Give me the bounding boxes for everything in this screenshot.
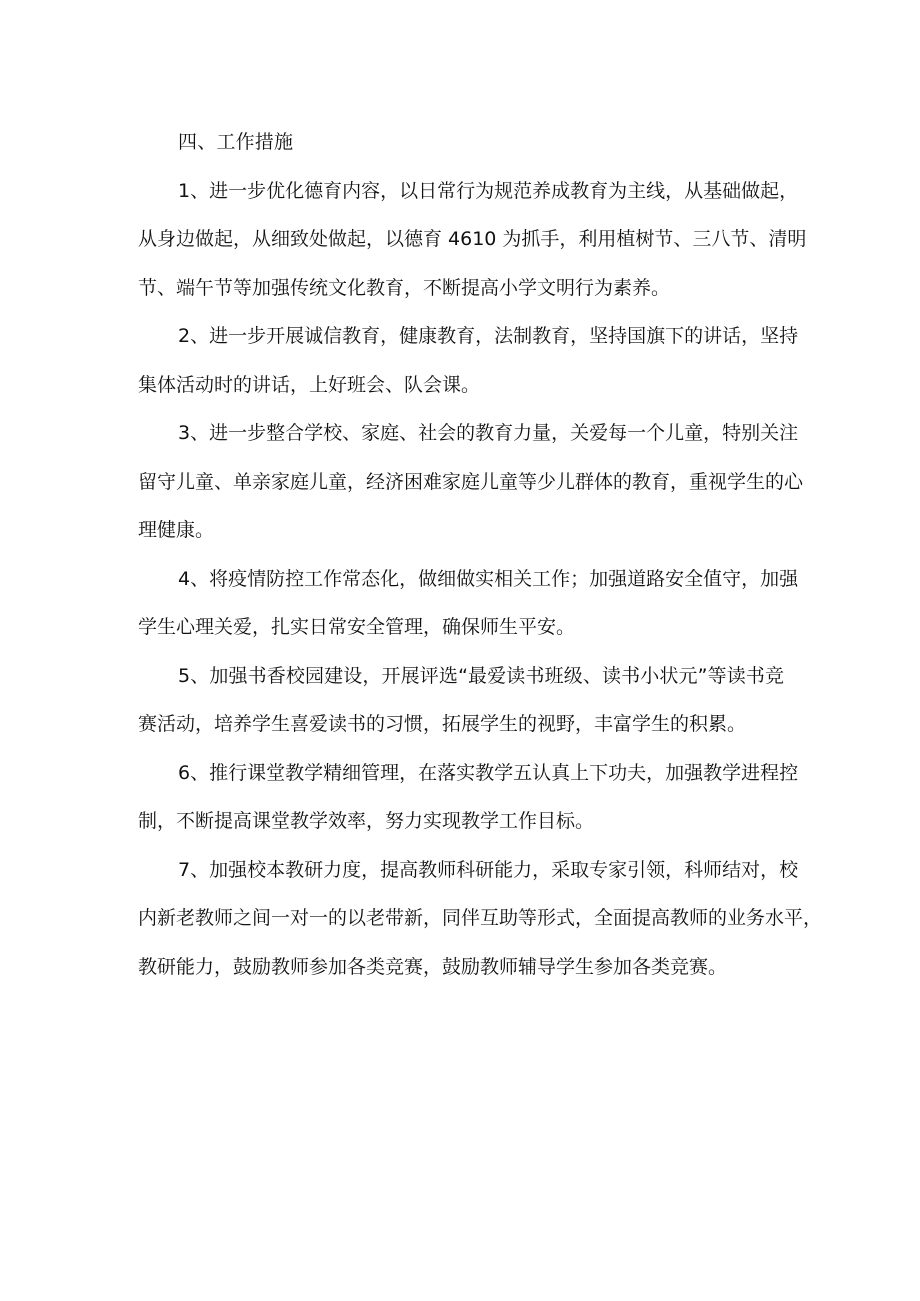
document-body xyxy=(138,118,823,991)
paragraph-line: 留守儿童、单亲家庭儿童，经济困难家庭儿童等少儿群体的教育，重视学生的心 xyxy=(138,470,804,493)
measure-paragraph-7 xyxy=(138,846,823,992)
paragraph-line: 教研能力，鼓励教师参加各类竞赛，鼓励教师辅导学生参加各类竞赛。 xyxy=(138,955,728,978)
paragraph-line: 4、将疫情防控工作常态化，做细做实相关工作；加强道路安全值守，加强 xyxy=(178,567,799,590)
paragraph-line: 7、加强校本教研力度，提高教师科研能力，采取专家引领，科师结对，校 xyxy=(178,858,799,881)
paragraph-line: 内新老教师之间一对一的以老带新，同伴互助等形式，全面提高教师的业务水平， xyxy=(138,907,823,929)
paragraph-line: 制，不断提高课堂教学效率，努力实现教学工作目标。 xyxy=(138,810,595,832)
paragraph-line: 2、进一步开展诚信教育，健康教育，法制教育，坚持国旗下的讲话，坚持 xyxy=(178,325,799,347)
paragraph-line: 3、进一步整合学校、家庭、社会的教育力量，关爱每一个儿童，特别关注 xyxy=(178,422,799,444)
measure-paragraph-3 xyxy=(138,409,804,555)
paragraph-line: 1、进一步优化德育内容，以日常行为规范养成教育为主线，从基础做起， xyxy=(178,179,799,202)
measure-paragraph-2 xyxy=(138,312,799,409)
paragraph-line: 赛活动，培养学生喜爱读书的习惯，拓展学生的视野，丰富学生的积累。 xyxy=(138,713,747,735)
paragraph-line: 5、加强书香校园建设，开展评选“最爱读书班级、读书小状元”等读书竞 xyxy=(178,664,784,687)
paragraph-line: 学生心理关爱，扎实日常安全管理，确保师生平安。 xyxy=(138,616,576,638)
section-heading: 四、工作措施 xyxy=(178,131,294,153)
paragraph-line: 6、推行课堂教学精细管理，在落实教学五认真上下功夫，加强教学进程控 xyxy=(178,761,799,784)
paragraph-line: 从身边做起，从细致处做起，以德育 4610 为抓手，利用植树节、三八节、清明 xyxy=(138,228,807,250)
measure-paragraph-4 xyxy=(138,555,799,652)
measure-paragraph-6 xyxy=(138,749,799,846)
measure-paragraph-5 xyxy=(138,652,784,749)
paragraph-line: 理健康。 xyxy=(138,519,215,541)
measure-paragraph-1 xyxy=(138,167,807,313)
paragraph-line: 集体活动时的讲话，上好班会、队会课。 xyxy=(138,373,481,396)
paragraph-line: 节、端午节等加强传统文化教育，不断提高小学文明行为素养。 xyxy=(138,276,671,299)
